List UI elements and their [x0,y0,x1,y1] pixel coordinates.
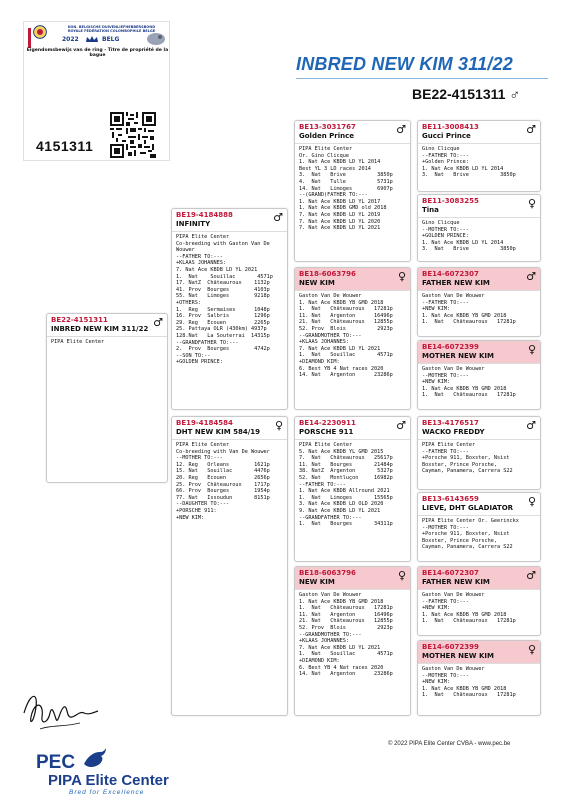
card-bird-name: INBRED NEW KIM 311/22 [51,325,149,333]
card-details [295,590,410,680]
card-line: 4. Nat Tulle 5731p [299,178,393,185]
sex-symbol-icon: ♂ [273,211,283,224]
card-header [295,417,410,440]
card-line: 7. Nat Ace KBDB LD YL 2021 [299,644,381,651]
card-header [418,341,540,364]
card-line: +PORSCHE 911: [176,507,217,514]
card-line: 3. Nat Brive 3850p [422,172,516,179]
federation-badge-icon [33,25,47,39]
card-line: 1. Nat Ace KBDB YB GMD 2018 [422,385,507,392]
card-line: Co-breeding with Gaston Van De [176,240,270,247]
card-line: 25. Prov Châteauroux 1717p [176,481,270,488]
card-line: --MOTHER TO:--- [422,672,469,679]
card-line: --FATHER TO:--- [176,253,223,260]
card-line: Gaston Van De Wouwer [422,592,485,598]
card-ring-number: BE14-6072307 [422,270,479,278]
sire-sire-card [294,120,411,262]
card-line: 16. Prov Salbris 1296p [176,313,270,320]
card-ring-number: BE19-4184888 [176,211,233,219]
card-line: 5. Nat Ace KBDB YL GMD 2015 [299,448,384,455]
card-line: 55. Nat Limoges 9218p [176,293,270,300]
card-line: --MOTHER TO:--- [422,524,469,531]
card-header [172,417,287,440]
card-line: PIPA Elite Center [176,234,230,240]
signature-icon [20,683,100,733]
card-line: 1. Reg Sermaises 1048p [176,306,270,313]
page-title: INBRED NEW KIM 311/22 [296,54,513,74]
card-line: 7. Nat Ace KBDB LD YL 2021 [176,266,258,273]
card-line: --FATHER TO:--- [422,152,469,159]
card-line: 3. Nat Brive 3850p [299,172,393,179]
card-line: Or. Gino Clicque [299,152,349,159]
card-line: +NEW KIM: [176,514,205,521]
card-line: +KLAAS JOHANNES: [176,260,226,267]
sex-symbol-icon: ♀ [274,419,283,432]
card-line: PIPA Elite Center Or. Geerinckx [422,518,519,524]
card-line: 1. Nat Ace KBDB LD YL 2017 [299,198,381,205]
card-header [295,567,410,590]
card-line: Best YL 3 LD races 2014 [299,165,371,172]
card-details [47,337,167,348]
card-line: 52. Prov Blois 2923p [299,325,393,332]
title-underline [296,78,548,79]
card-line: --DAUGHTER TO:--- [176,501,230,508]
card-line: --FATHER TO:--- [422,448,469,455]
card-line: 12. Reg Orleans 1621p [176,461,270,468]
sex-symbol-icon: ♀ [527,643,536,656]
card-line: 1. Nat Châteauroux 17281p [422,692,516,699]
card-line: Gaston Van De Wouwer [299,293,362,299]
card-line: --FATHER TO:--- [422,598,469,605]
card-line: Boxster, Prince Porsche, [422,537,497,544]
sire-card [171,208,288,410]
copyright-text: © 2022 PIPA Elite Center CVBA - www.pec.be [388,741,511,747]
card-line: 7. Nat Ace KBDB LD YL 2021 [299,345,381,352]
sex-symbol-icon: ♀ [397,270,406,283]
card-line: 9. Nat Ace KBDB LD YL 2021 [299,507,381,514]
card-line: PIPA Elite Center [299,442,353,448]
card-bird-name: MOTHER NEW KIM [422,652,494,660]
card-line: 2. Prov Bourges 4742p [176,346,270,353]
card-line: PIPA Elite Center [176,442,230,448]
header-ring-text: BE22-4151311 [412,86,506,102]
card-ring-number: BE11-3008413 [422,123,479,131]
card-line: 20. Reg Ecouen 2656p [176,474,270,481]
card-ring-number: BE13-4176517 [422,419,479,427]
card-details [418,590,540,627]
card-details [172,232,287,368]
card-ring-number: BE18-6063796 [299,270,356,278]
crown-icon [85,36,99,43]
card-details [418,664,540,701]
card-details [418,291,540,328]
card-line: Cayman, Panamera, Carrera S22 [422,544,513,551]
card-bird-name: FATHER NEW KIM [422,279,490,287]
sire-dam-sire-card [417,267,541,337]
pec-logo [36,742,206,797]
sex-symbol-icon: ♀ [397,569,406,582]
card-ring-number: BE14-6072307 [422,569,479,577]
card-line: Gaston Van De Wouwer [422,366,485,372]
card-header [418,195,540,218]
card-ring-number: BE19-4184584 [176,419,233,427]
ring-year: 2022 [62,36,79,43]
card-line: --MOTHER TO:--- [422,372,469,379]
card-line: 52. Prov Blois 2923p [299,624,393,631]
card-line: --FATHER TO:--- [299,481,346,488]
card-line: 1. Nat Ace KBDB LD YL 2014 [422,239,504,246]
card-line: PIPA Elite Center [299,146,353,152]
card-header [418,417,540,440]
card-line: +DIAMOND KIM: [299,657,340,664]
card-line: +OTHERS: [176,299,201,306]
card-line: Gino Clicque [422,220,460,226]
card-line: 11. Nat Argenton 16496p [299,611,393,618]
card-line: 21. Nat Châteauroux 12855p [299,319,393,326]
sex-symbol-icon: ♀ [527,197,536,210]
card-line: 7. Nat Ace KBDB LD YL 2019 [299,211,381,218]
certificate-title: Eigendomsbewijs van de ring - Titre de propriété de la bague [26,48,169,58]
card-line: Cayman, Panamera, Carrera S22 [422,468,513,475]
card-header [172,209,287,232]
card-bird-name: Gucci Prince [422,132,471,140]
card-line: 1. Nat Ace KBDB LD YL 2014 [422,165,504,172]
card-details [295,440,410,530]
card-line: 1. Nat Châteauroux 17281p [299,306,393,313]
card-line: 11. Nat Argenton 16496p [299,312,393,319]
sex-symbol-icon: ♂ [153,316,163,329]
card-line: +NEW KIM: [422,306,451,313]
card-details [418,440,540,477]
card-bird-name: Tina [422,206,439,214]
card-line: Co-breeding with Van De Wouwer [176,448,270,455]
card-line: 1. Nat Souillac 4571p [299,651,393,658]
card-line: +KLAAS JOHANNES: [299,339,349,346]
card-ring-number: BE13-3031767 [299,123,356,131]
card-ring-number: BE11-3083255 [422,197,479,205]
card-line: PIPA Elite Center [51,339,105,345]
card-line: 1. Nat Ace KBDB YB GMD 2018 [299,299,384,306]
sex-symbol-icon: ♀ [527,495,536,508]
card-bird-name: MOTHER NEW KIM [422,352,494,360]
card-details [295,144,410,234]
card-line: 1. Nat Châteauroux 17281p [422,618,516,625]
card-line: 3. Nat Ace KBDB LD OLD 2020 [299,501,384,508]
certificate-ring-number: 4151311 [36,138,94,154]
card-line: 1. Nat Ace KBDB YB GMD 2018 [422,312,507,319]
org-line-1: KON. BELGISCHE DUIVENLIEFHEBBERSBOND [67,25,156,29]
card-line: Gaston Van De Wouwer [422,293,485,299]
card-header [418,268,540,291]
card-line: 14. Nat Argenton 23286p [299,372,393,379]
card-header [47,314,167,337]
card-bird-name: NEW KIM [299,578,335,586]
card-line: 7. Nat Ace KBDB LD YL 2021 [299,225,381,232]
card-line: 1. Nat Ace KBDB YB GMD 2018 [422,685,507,692]
card-line: 6. Best YB 4 Nat races 2020 [299,664,384,671]
card-bird-name: NEW KIM [299,279,335,287]
card-line: +NEW KIM: [422,379,451,386]
card-line: +GOLDEN PRINCE: [422,233,469,240]
card-bird-name: DHT NEW KIM 584/19 [176,428,261,436]
card-line: 1. Nat Bourges 34311p [299,521,393,528]
card-line: 15. Nat Souillac 4476p [176,468,270,475]
card-line: --GRANDMOTHER TO:--- [299,332,362,339]
card-line: +Porsche 911, Boxster, Nsist [422,455,510,462]
card-line: Gaston Van De Wouwer [299,592,362,598]
card-line: 6. Best YB 4 Nat races 2020 [299,365,384,372]
card-ring-number: BE18-6063796 [299,569,356,577]
card-bird-name: WACKO FREDDY [422,428,485,436]
dam-dam-sire-card [417,566,541,636]
card-header [295,121,410,144]
card-ring-number: BE22-4151311 [51,316,108,324]
card-line: --MOTHER TO:--- [176,455,223,462]
card-ring-number: BE14-6072399 [422,343,479,351]
card-line: 1. Nat Ace KBDB YB GMD 2018 [299,598,384,605]
org-line-2: ROYALE FÉDÉRATION COLOMBOPHILE BELGE [67,29,156,34]
pigeon-logo-icon [82,746,108,770]
card-line: 21. Nat Châteauroux 12855p [299,618,393,625]
card-line: Gaston Van De Wouwer [422,666,485,672]
sire-dam-dam-card [417,340,541,410]
sex-symbol-icon: ♂ [526,270,536,283]
card-line: --GRANDMOTHER TO:--- [299,631,362,638]
ring-certificate [23,21,170,161]
card-details [418,218,540,255]
card-line: --SON TO:-- [176,352,211,359]
card-line: 11. Nat Bourges 21484p [299,461,393,468]
card-line: Gino Clicque [422,146,460,152]
card-bird-name: PORSCHE 911 [299,428,354,436]
card-bird-name: Golden Prince [299,132,354,140]
sire-sire-sire-card [417,120,541,192]
subject-card [46,313,168,483]
card-line: +Porsche 911, Boxster, Nsist [422,531,510,538]
card-line: 1. Nat Ace KBDB Allround 2021 [299,488,390,495]
card-line: +NEW KIM: [422,605,451,612]
card-line: 29. Reg Ecouen 2265p [176,319,270,326]
card-line: 66. Prov Bourges 1954p [176,488,270,495]
card-line: 1. Nat Souillac 4571p [176,273,273,280]
card-line: 1. Nat Souillac 4571p [299,352,393,359]
card-bird-name: FATHER NEW KIM [422,578,490,586]
card-line: --MOTHER TO:--- [422,226,469,233]
logo-tagline-text: Bred for Excellence [69,789,145,796]
card-line: 14. Nat Limoges 6907p [299,185,393,192]
card-line: 1. Nat Ace KBDB GMD old 2018 [299,205,387,212]
card-line: +DIAMOND KIM: [299,358,340,365]
card-header [418,567,540,590]
card-line: 1. Nat Châteauroux 17281p [422,319,516,326]
card-line: --(GRAND)FATHER TO:--- [299,192,368,199]
subject-ring-number [412,86,520,102]
card-ring-number: BE14-6072399 [422,643,479,651]
sex-symbol-icon: ♂ [526,123,536,136]
sex-symbol-icon: ♀ [527,343,536,356]
card-line: +Golden Prince: [422,159,469,166]
sex-symbol-icon: ♂ [526,419,536,432]
card-line: 17. NatZ Châteauroux 1132p [176,280,270,287]
card-details [295,291,410,381]
card-line: PIPA Elite Center [422,442,476,448]
card-line: --GRANDFATHER TO:--- [299,514,362,521]
card-line: 25. Pattaya OLR (430km) 4937p [176,326,267,333]
sire-dam-card [294,267,411,410]
card-header [295,268,410,291]
card-line: 1. Nat Limoges 15565p [299,494,393,501]
card-details [418,364,540,401]
ring-country: BELG [102,36,120,43]
card-line: 7. Nat Ace KBDB LD YL 2020 [299,218,381,225]
sex-symbol-icon: ♂ [396,123,406,136]
logo-pec-text: PEC [36,752,76,773]
dam-card [171,416,288,716]
card-line: 14. Nat Argenton 23286p [299,671,393,678]
card-line: 77. Nat Issoudun 8151p [176,494,270,501]
card-ring-number: BE13-6143659 [422,495,479,503]
card-line: 38. NatZ Argenton 5327p [299,468,393,475]
dam-sire-card [294,416,411,562]
male-symbol-icon: ♂ [509,86,520,102]
card-line: 7. Nat Châteauroux 25617p [299,455,393,462]
card-line: --GRANDFATHER TO:--- [176,339,239,346]
qr-code-icon [110,112,156,158]
sex-symbol-icon: ♂ [396,419,406,432]
card-line: +NEW KIM: [422,679,451,686]
card-line: +GOLDEN PRINCE: [176,359,223,366]
card-details [418,144,540,181]
card-line: Wouwer [176,247,195,254]
card-line: 1. Nat Ace KBDB YB GMD 2018 [422,611,507,618]
card-header [418,121,540,144]
dam-sire-dam-card [417,492,541,562]
card-ring-number: BE14-2230911 [299,419,356,427]
dam-dam-dam-card [417,640,541,716]
card-line: --FATHER TO:--- [422,299,469,306]
card-line: 41. Prov Bourges 4103p [176,286,270,293]
card-line: 1. Nat Châteauroux 17281p [422,392,516,399]
card-line: 128.Nat La Souterrai 14315p [176,332,270,339]
card-line: 1. Nat Ace KBDB LD YL 2014 [299,159,381,166]
card-bird-name: INFINITY [176,220,211,228]
card-line: 1. Nat Châteauroux 17281p [299,605,393,612]
dam-sire-sire-card [417,416,541,490]
card-header [418,641,540,664]
card-bird-name: LIEVE, DHT GLADIATOR [422,504,514,512]
logo-name-text: PIPA Elite Center [48,772,169,789]
card-header [418,493,540,516]
sex-symbol-icon: ♂ [526,569,536,582]
pigeon-stamp-icon [146,32,166,46]
card-line: 52. Nat Montluçon 16982p [299,474,393,481]
card-details [172,440,287,523]
dam-dam-card [294,566,411,716]
red-stripe-icon [26,28,33,48]
card-line: +KLAAS JOHANNES: [299,638,349,645]
card-details [418,516,540,553]
card-line: 3. Nat Brive 3850p [422,246,516,253]
sire-sire-dam-card [417,194,541,262]
card-line: Boxster, Prince Porsche, [422,461,497,468]
